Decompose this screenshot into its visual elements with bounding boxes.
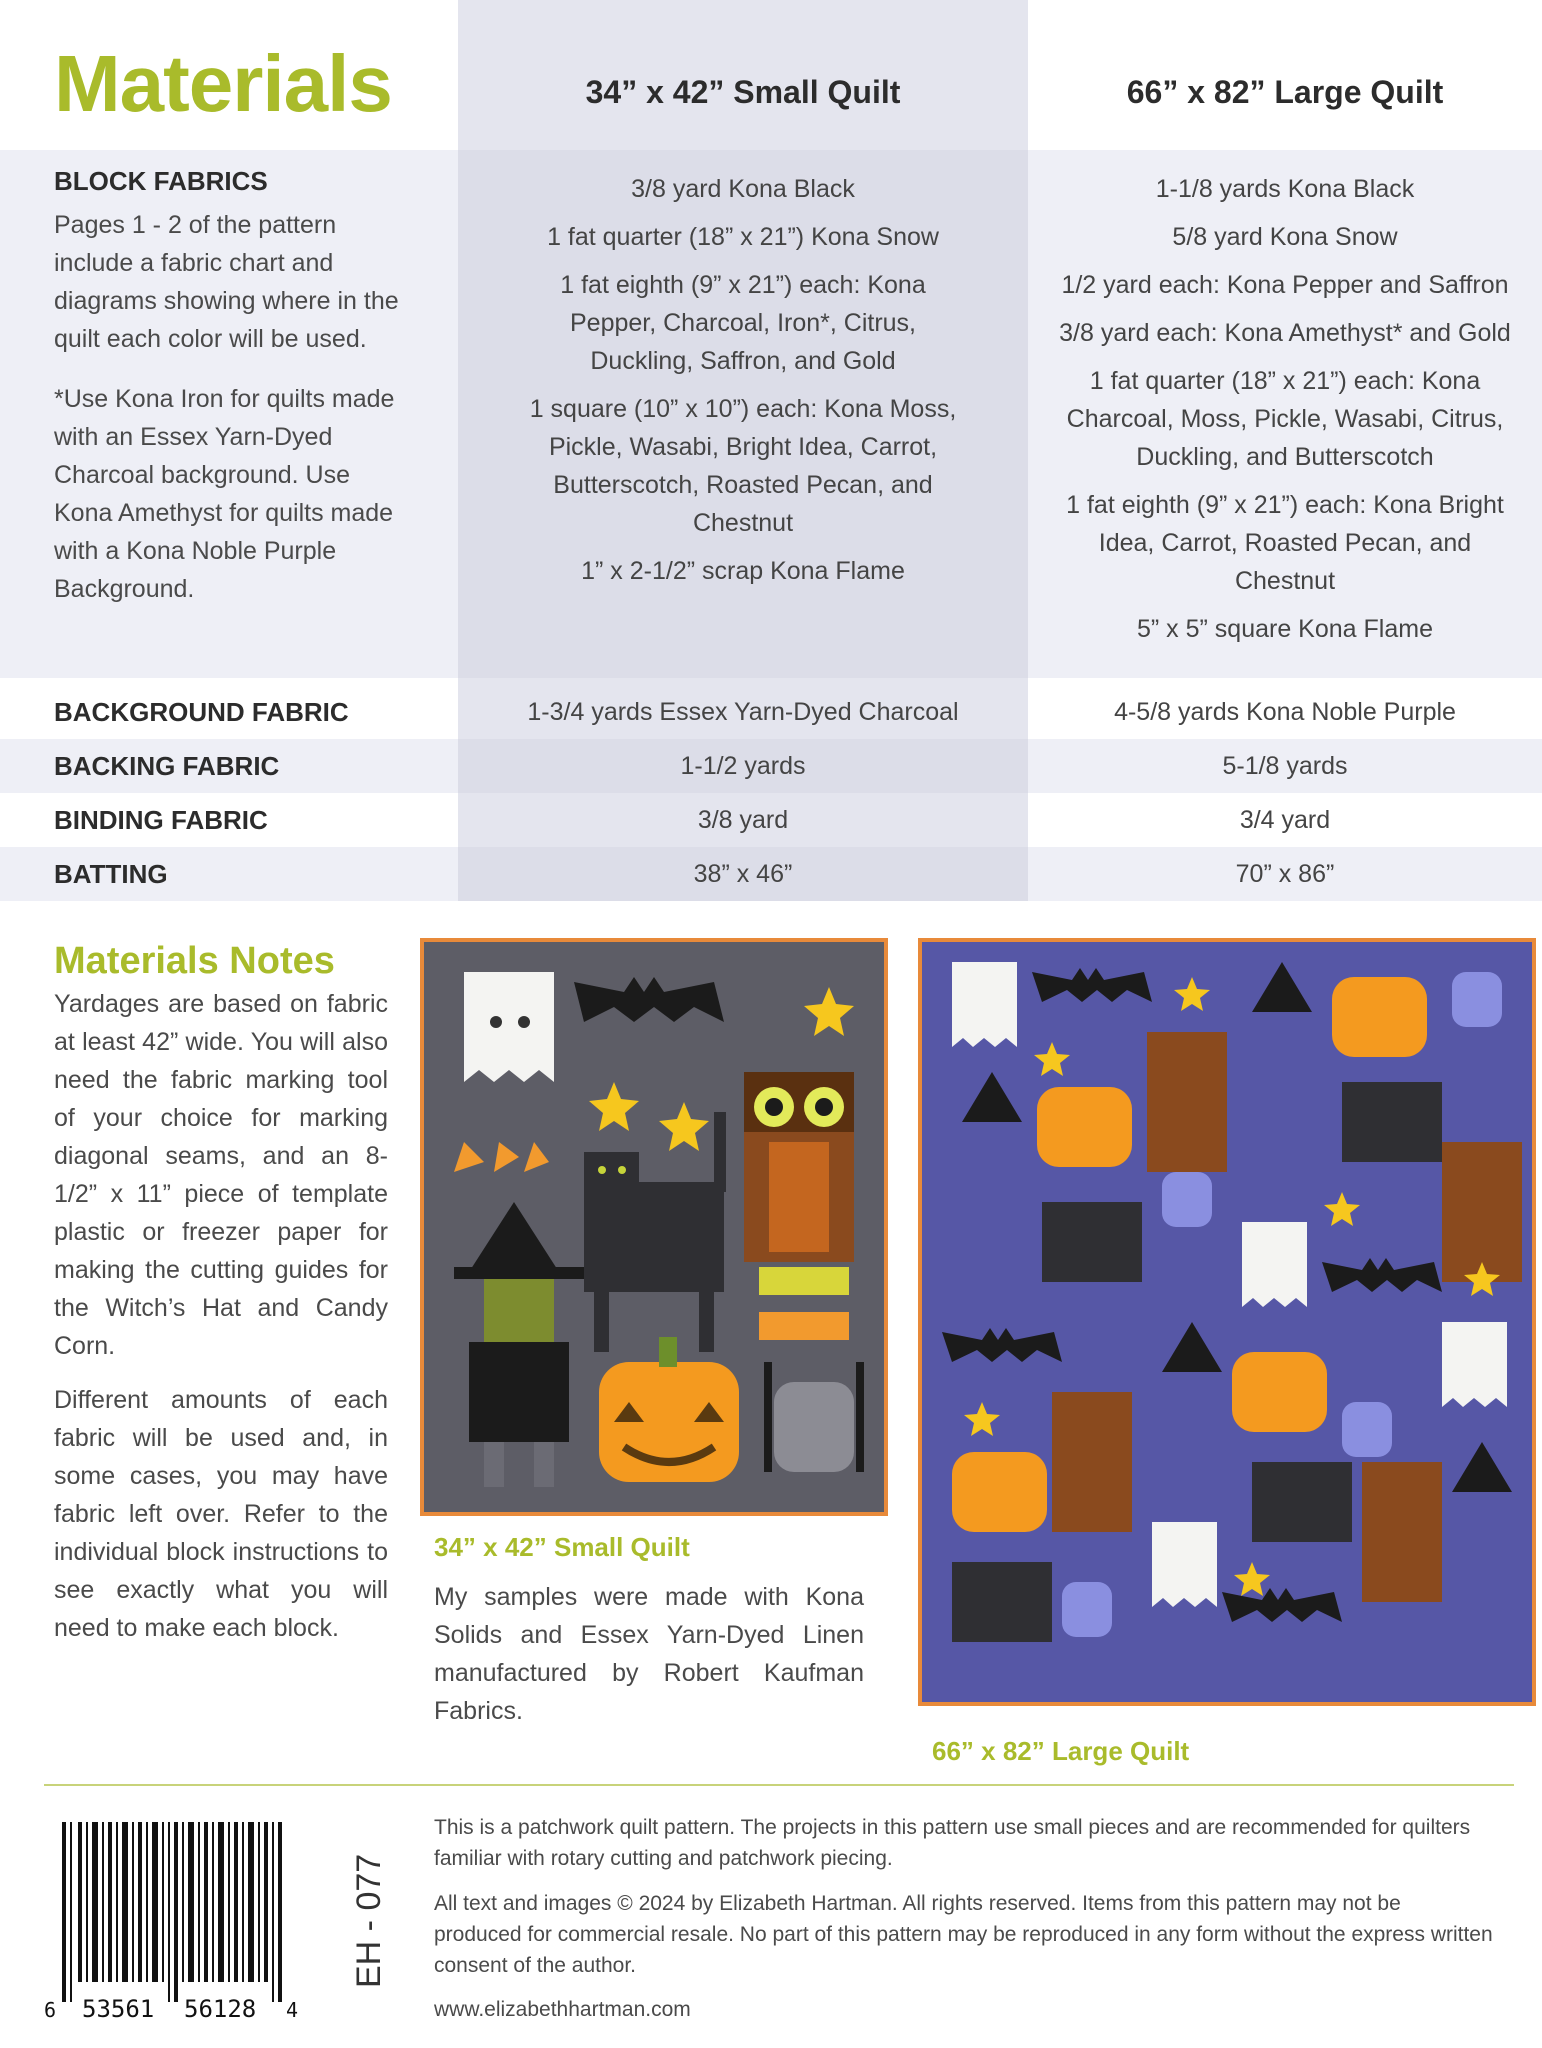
footer-divider (44, 1784, 1514, 1786)
block-fabrics-label: BLOCK FABRICS (54, 166, 268, 196)
row-label: BATTING (54, 859, 168, 889)
small-quilt-caption: 34” x 42” Small Quilt (434, 1532, 690, 1562)
fabric-item: 1 square (10” x 10”) each: Kona Moss, Pickle, Wasabi, Bright Idea, Carrot, Butterscotch, Roasted Pecan, and Chestnut (529, 395, 957, 537)
product-code (350, 1838, 390, 1998)
page-title: Materials (54, 39, 392, 128)
row-value-large: 5-1/8 yards (1222, 752, 1348, 780)
row-value-small: 38” x 46” (693, 860, 793, 888)
fabric-item: 1/2 yard each: Kona Pepper and Saffron (1061, 271, 1509, 299)
fabric-item: 1 fat eighth (9” x 21”) each: Kona Bright Idea, Carrot, Roasted Pecan, and Chestnut (1066, 491, 1504, 595)
materials-notes-body (54, 985, 388, 1663)
table-row-background-fabric (0, 685, 1542, 739)
barcode-digit: 6 (44, 1998, 57, 2022)
fabric-item: 1 fat quarter (18” x 21”) each: Kona Charcoal, Moss, Pickle, Wasabi, Citrus, Duckling, and Butterscotch (1066, 367, 1504, 471)
row-value-small: 1-1/2 yards (680, 752, 806, 780)
large-quilt-illustration (922, 942, 1532, 1702)
row-value-small: 1-3/4 yards Essex Yarn-Dyed Charcoal (527, 698, 959, 726)
block-fabrics-large-list (1056, 170, 1514, 658)
column-heading-large: 66” x 82” Large Quilt (1126, 74, 1444, 110)
product-code-text: EH - 077 (350, 1853, 388, 1988)
fabric-item: 5/8 yard Kona Snow (1172, 223, 1398, 251)
row-label: BACKING FABRIC (54, 751, 280, 781)
row-label: BINDING FABRIC (54, 805, 268, 835)
small-quilt-note: My samples were made with Kona Solids and Essex Yarn-Dyed Linen manufactured by Robert Kaufman Fabrics. (434, 1583, 864, 1725)
barcode-digit: 53561 (82, 1995, 155, 2022)
product-code-vertical (350, 1838, 390, 1998)
block-fabrics-desc-1: Pages 1 - 2 of the pattern include a fabric chart and diagrams showing where in the quilt each color will be used. (54, 211, 399, 353)
barcode (44, 1812, 344, 2022)
fabric-item: 1 fat eighth (9” x 21”) each: Kona Pepper, Charcoal, Iron*, Citrus, Duckling, Saffron, and Gold (560, 271, 926, 375)
materials-notes-title: Materials Notes (54, 940, 335, 982)
fabric-item: 1 fat quarter (18” x 21”) Kona Snow (547, 223, 939, 251)
fabric-item: 5” x 5” square Kona Flame (1137, 615, 1433, 643)
notes-paragraph: Different amounts of each fabric will be used and, in some cases, you may have fabric left over. Refer to the individual block instructions to see exactly what you will need to make each block. (54, 1386, 388, 1642)
fabric-item: 3/8 yard Kona Black (631, 175, 855, 203)
table-row-backing-fabric (0, 739, 1542, 793)
row-value-large: 3/4 yard (1239, 806, 1331, 834)
footer-disclaimer: This is a patchwork quilt pattern. The projects in this pattern use small pieces and are recommended for quilters familiar with rotary cutting and patchwork piecing. (434, 1816, 1471, 1870)
table-row-batting (0, 847, 1542, 901)
large-quilt-caption: 66” x 82” Large Quilt (932, 1736, 1190, 1766)
row-value-large: 70” x 86” (1235, 860, 1335, 888)
block-fabrics-small-list (520, 170, 966, 600)
barcode-bars-icon (44, 1812, 344, 2022)
footer-copyright: All text and images © 2024 by Elizabeth Hartman. All rights reserved. Items from this pattern may not be produced for commercial resale. No part of this pattern may be reproduced in any form without the express written consent of the author. (434, 1892, 1493, 1977)
small-quilt-illustration (424, 942, 884, 1512)
barcode-digit: 56128 (184, 1995, 257, 2022)
footer-website-link[interactable]: www.elizabethhartman.com (434, 1998, 691, 2021)
block-fabrics-desc-2: *Use Kona Iron for quilts made with an Essex Yarn-Dyed Charcoal background. Use Kona Amethyst for quilts made with a Kona Noble Purple Background. (54, 385, 395, 603)
row-value-large: 4-5/8 yards Kona Noble Purple (1114, 698, 1456, 726)
large-quilt-image (918, 938, 1536, 1706)
fabric-item: 1-1/8 yards Kona Black (1155, 175, 1415, 203)
barcode-digit: 4 (286, 1998, 299, 2022)
column-heading-small: 34” x 42” Small Quilt (585, 74, 901, 110)
fabric-item: 3/8 yard each: Kona Amethyst* and Gold (1059, 319, 1511, 347)
block-fabrics-description (54, 206, 414, 630)
row-label: BACKGROUND FABRIC (54, 697, 349, 727)
row-value-small: 3/8 yard (697, 806, 789, 834)
fabric-item: 1” x 2-1/2” scrap Kona Flame (581, 557, 905, 585)
small-quilt-image (420, 938, 888, 1516)
table-row-binding-fabric (0, 793, 1542, 847)
notes-paragraph: Yardages are based on fabric at least 42” wide. You will also need the fabric marking tool of your choice for marking diagonal seams, and an 8-1/2” x 11” piece of template plastic or freezer paper for making the cutting guides for the Witch’s Hat and Candy Corn. (54, 990, 388, 1360)
